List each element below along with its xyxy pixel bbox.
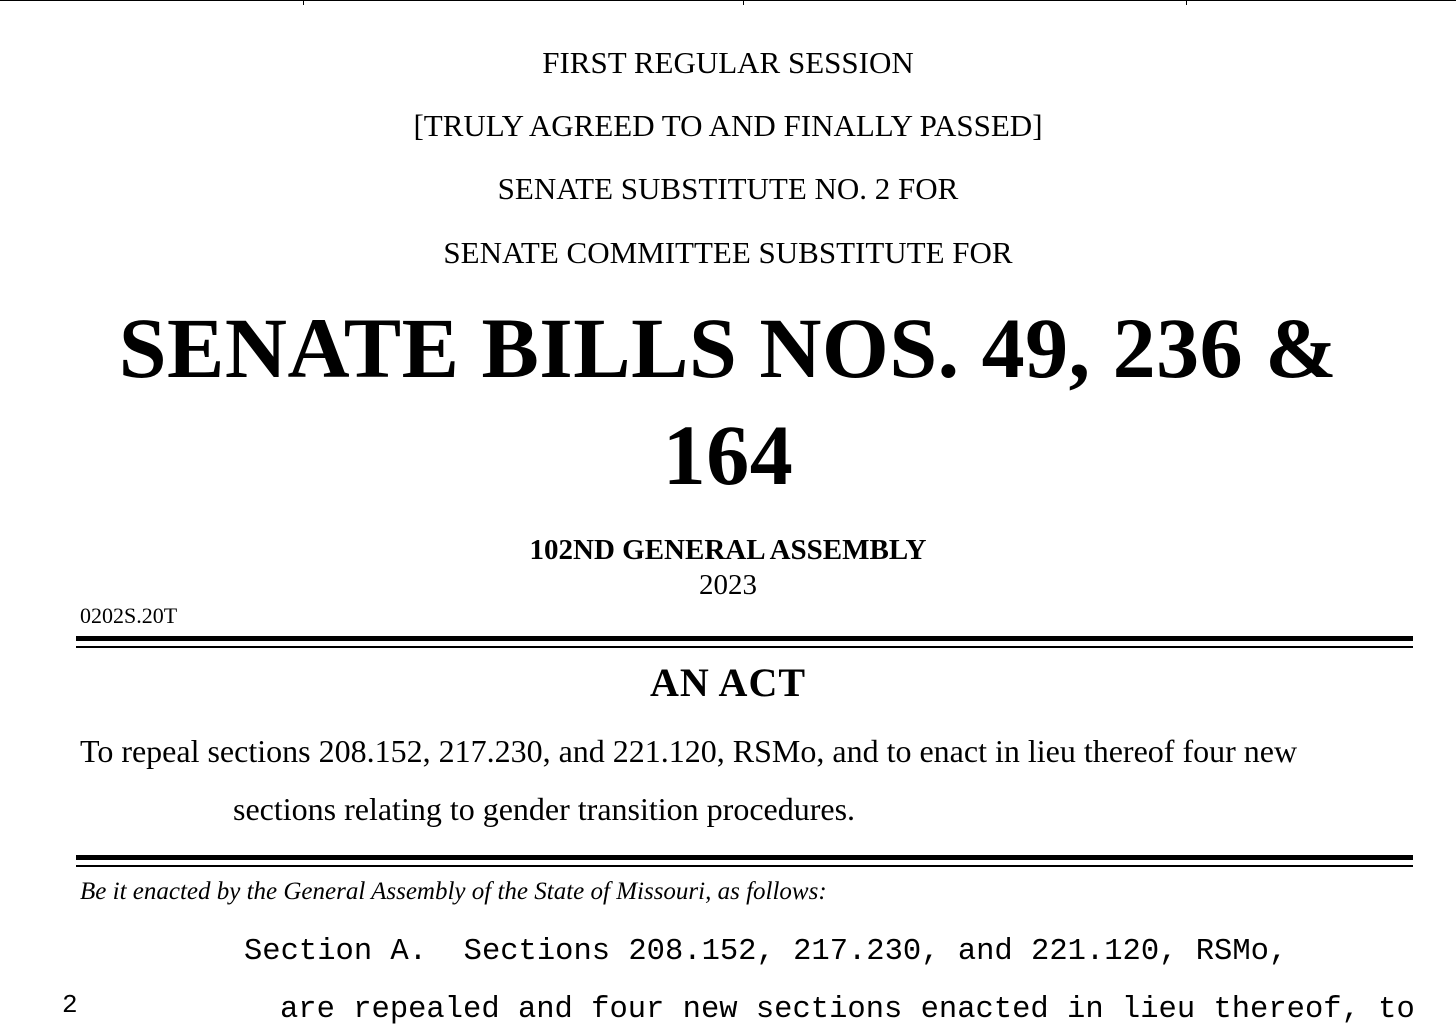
bill-title-line-1: SENATE BILLS NOS. 49, 236 & bbox=[118, 300, 1338, 396]
thin-rule-top bbox=[76, 646, 1413, 648]
thin-rule-bottom bbox=[76, 865, 1413, 867]
substitute-label-1: SENATE SUBSTITUTE NO. 2 FOR bbox=[497, 171, 959, 206]
page-top-tick bbox=[743, 0, 744, 5]
page-top-border bbox=[0, 0, 1456, 1]
passage-status: [TRULY AGREED TO AND FINALLY PASSED] bbox=[413, 108, 1043, 143]
act-title-line-1: To repeal sections 208.152, 217.230, and 221.120, RSMo, and to enact in lieu thereof four new bbox=[80, 733, 1298, 769]
bill-title-line-2: 164 bbox=[662, 407, 794, 503]
session-label: FIRST REGULAR SESSION bbox=[542, 45, 914, 80]
lr-number: 0202S.20T bbox=[80, 603, 178, 628]
page-top-tick bbox=[1186, 0, 1187, 5]
section-a-continuation: are repealed and four new sections enacted in lieu thereof, to bbox=[280, 993, 1415, 1027]
page-top-tick bbox=[303, 0, 304, 5]
act-heading: AN ACT bbox=[649, 660, 807, 705]
section-a-text: Section A. Sections 208.152, 217.230, and 221.120, RSMo, bbox=[244, 935, 1288, 969]
act-title bbox=[80, 722, 1408, 838]
session-year: 2023 bbox=[699, 569, 757, 601]
general-assembly: 102ND GENERAL ASSEMBLY bbox=[529, 534, 927, 566]
thick-rule-bottom bbox=[76, 855, 1413, 860]
thick-rule-top bbox=[76, 636, 1413, 641]
enacting-clause: Be it enacted by the General Assembly of the State of Missouri, as follows: bbox=[80, 878, 827, 905]
line-number: 2 bbox=[62, 990, 78, 1020]
substitute-label-2: SENATE COMMITTEE SUBSTITUTE FOR bbox=[443, 235, 1013, 270]
act-title-line-2: sections relating to gender transition procedures. bbox=[233, 791, 856, 827]
